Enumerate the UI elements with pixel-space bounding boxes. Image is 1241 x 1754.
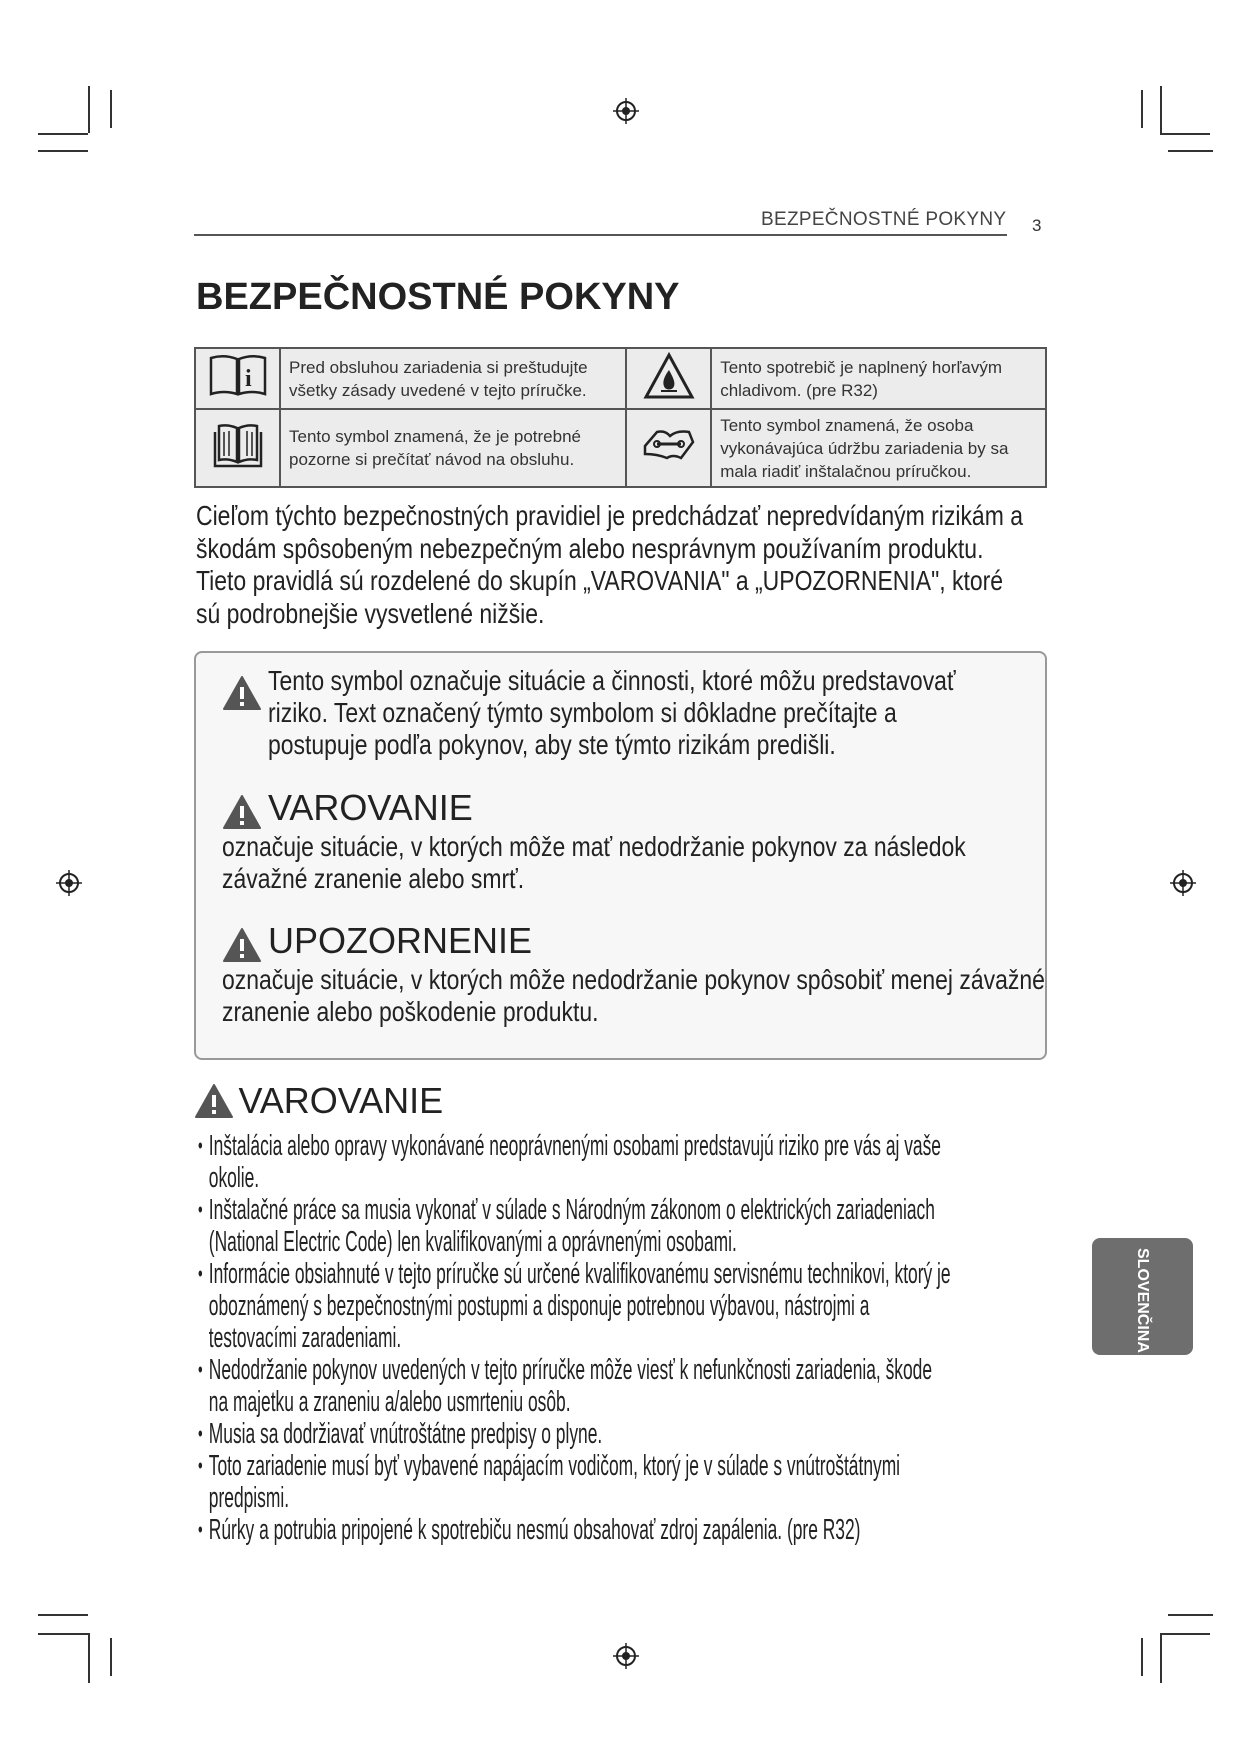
warning-heading: VAROVANIE bbox=[268, 787, 473, 828]
symbol-cell bbox=[195, 348, 280, 409]
crop-mark bbox=[1168, 150, 1213, 152]
text-line: okolie. bbox=[208, 1162, 260, 1194]
list-item bbox=[198, 1514, 1038, 1546]
list-item bbox=[198, 1354, 1038, 1418]
text-line: označuje situácie, v ktorých môže mať nedodržanie pokynov za následok bbox=[222, 831, 966, 862]
text-line: Tento symbol znamená, že osoba bbox=[720, 415, 974, 435]
symbol-description bbox=[280, 409, 626, 487]
warning-triangle-icon bbox=[222, 675, 262, 711]
crop-mark bbox=[38, 133, 88, 135]
text-line: Pred obsluhou zariadenia si preštudujte bbox=[289, 357, 588, 377]
crop-mark bbox=[38, 1633, 88, 1635]
text-line: oboznámený s bezpečnostnými postupmi a disponuje potrebnou výbavou, nástrojmi a bbox=[208, 1290, 870, 1322]
crop-mark bbox=[1160, 86, 1162, 133]
flammable-warning-icon bbox=[643, 352, 695, 400]
symbol-cell bbox=[626, 348, 711, 409]
warning-description bbox=[222, 831, 966, 895]
text-line: • Musia sa dodržiavať vnútroštátne predpisy o plyne. bbox=[208, 1418, 603, 1450]
text-line: Cieľom týchto bezpečnostných pravidiel je predchádzať nepredvídaným rizikám a bbox=[196, 500, 1023, 531]
text-line: mala riadiť inštalačnou príručkou. bbox=[720, 461, 972, 481]
text-line: • Toto zariadenie musí byť vybavené napájacím vodičom, ktorý je v súlade s vnútroštátnymi bbox=[208, 1450, 901, 1482]
list-item bbox=[198, 1450, 1038, 1514]
text-line: škodám spôsobeným nebezpečným alebo nesprávnym používaním produktu. bbox=[196, 532, 984, 564]
text-line: chladivom. (pre R32) bbox=[720, 380, 878, 400]
text-line: vykonávajúca údržbu zariadenia by sa bbox=[720, 438, 1009, 458]
crop-mark bbox=[1141, 1638, 1143, 1676]
crop-mark bbox=[110, 1638, 112, 1676]
crop-mark bbox=[1168, 1614, 1213, 1616]
text-line: sú podrobnejšie vysvetlené nižšie. bbox=[196, 597, 545, 629]
text-line: Tento spotrebič je naplnený horľavým bbox=[720, 357, 1003, 377]
text-line: • Nedodržanie pokynov uvedených v tejto príručke môže viesť k nefunkčnosti zariadenia, škode bbox=[208, 1354, 933, 1386]
registration-mark-icon bbox=[611, 1641, 641, 1671]
text-line: • Rúrky a potrubia pripojené k spotrebiču nesmú obsahovať zdroj zapálenia. (pre R32) bbox=[208, 1514, 861, 1546]
crop-mark bbox=[110, 90, 112, 128]
text-line: • Inštalačné práce sa musia vykonať v súlade s Národným zákonom o elektrických zariadeniach bbox=[208, 1194, 935, 1226]
text-line: predpismi. bbox=[208, 1482, 290, 1514]
warning-bullet-list bbox=[198, 1130, 1038, 1546]
manual-info-icon bbox=[208, 354, 268, 398]
crop-mark bbox=[88, 86, 90, 133]
text-line: postupuje podľa pokynov, aby ste týmto rizikám predišli. bbox=[268, 729, 836, 760]
page-number: 3 bbox=[1032, 216, 1042, 235]
warning-section-title: VAROVANIE bbox=[238, 1080, 444, 1121]
crop-mark bbox=[1160, 133, 1210, 135]
symbols-table bbox=[194, 347, 1047, 488]
text-line: Tento symbol označuje situácie a činnosti, ktoré môžu predstavovať bbox=[268, 665, 956, 696]
warning-triangle-icon bbox=[194, 1083, 234, 1119]
crop-mark bbox=[38, 1614, 88, 1616]
text-line: označuje situácie, v ktorých môže nedodržanie pokynov spôsobiť menej závažné bbox=[222, 964, 1045, 995]
language-tab-label: SLOVENČINA bbox=[1134, 1248, 1151, 1353]
open-book-icon bbox=[213, 422, 263, 468]
running-header: BEZPEČNOSTNÉ POKYNY bbox=[761, 209, 1007, 230]
list-item bbox=[198, 1418, 1038, 1450]
list-item bbox=[198, 1130, 1038, 1194]
symbol-description bbox=[280, 348, 626, 409]
text-line: Tento symbol znamená, že je potrebné bbox=[289, 427, 582, 447]
crop-mark bbox=[1160, 1633, 1210, 1635]
text-line: zranenie alebo poškodenie produktu. bbox=[222, 996, 599, 1027]
language-tab bbox=[1092, 1238, 1193, 1355]
svg-text:i: i bbox=[244, 365, 252, 392]
text-line: • Inštalácia alebo opravy vykonávané neoprávnenými osobami predstavujú riziko pre vás aj vaše bbox=[208, 1130, 941, 1162]
text-line: (National Electric Code) len kvalifikovanými a oprávnenými osobami. bbox=[208, 1226, 737, 1258]
text-line: pozorne si prečítať návod na obsluhu. bbox=[289, 450, 575, 470]
text-line: na majetku a zraneniu a/alebo usmrteniu osôb. bbox=[208, 1386, 571, 1418]
text-line: testovacími zaradeniami. bbox=[208, 1322, 402, 1354]
symbol-cell bbox=[626, 409, 711, 487]
text-line: závažné zranenie alebo smrť. bbox=[222, 863, 525, 894]
registration-mark-icon bbox=[54, 868, 84, 898]
warning-section-heading bbox=[194, 1080, 443, 1122]
page-title: BEZPEČNOSTNÉ POKYNY bbox=[196, 276, 680, 318]
list-item bbox=[198, 1258, 1038, 1354]
crop-mark bbox=[1141, 90, 1143, 128]
header-divider bbox=[194, 234, 1007, 236]
list-item bbox=[198, 1194, 1038, 1258]
registration-mark-icon bbox=[1168, 868, 1198, 898]
symbol-explanation-text bbox=[268, 665, 956, 761]
symbol-description bbox=[711, 348, 1046, 409]
symbol-cell bbox=[195, 409, 280, 487]
intro-paragraph bbox=[196, 500, 1023, 630]
symbol-description bbox=[711, 409, 1046, 487]
caution-triangle-icon bbox=[222, 927, 262, 963]
text-line: Tieto pravidlá sú rozdelené do skupín „VAROVANIA" a „UPOZORNENIA", ktoré bbox=[196, 565, 1004, 596]
service-manual-icon bbox=[643, 428, 695, 462]
crop-mark bbox=[88, 1633, 90, 1683]
text-line: riziko. Text označený týmto symbolom si dôkladne prečítajte a bbox=[268, 697, 897, 728]
text-line: • Informácie obsiahnuté v tejto príručke sú určené kvalifikovanému servisnému technikovi, ktorý je bbox=[208, 1258, 951, 1290]
caution-heading: UPOZORNENIE bbox=[268, 920, 533, 961]
caution-description bbox=[222, 964, 1045, 1028]
symbol-explanation-box bbox=[194, 651, 1047, 1060]
crop-mark bbox=[1160, 1633, 1162, 1683]
warning-triangle-icon bbox=[222, 794, 262, 830]
text-line: všetky zásady uvedené v tejto príručke. bbox=[289, 380, 587, 400]
registration-mark-icon bbox=[611, 96, 641, 126]
crop-mark bbox=[38, 150, 88, 152]
